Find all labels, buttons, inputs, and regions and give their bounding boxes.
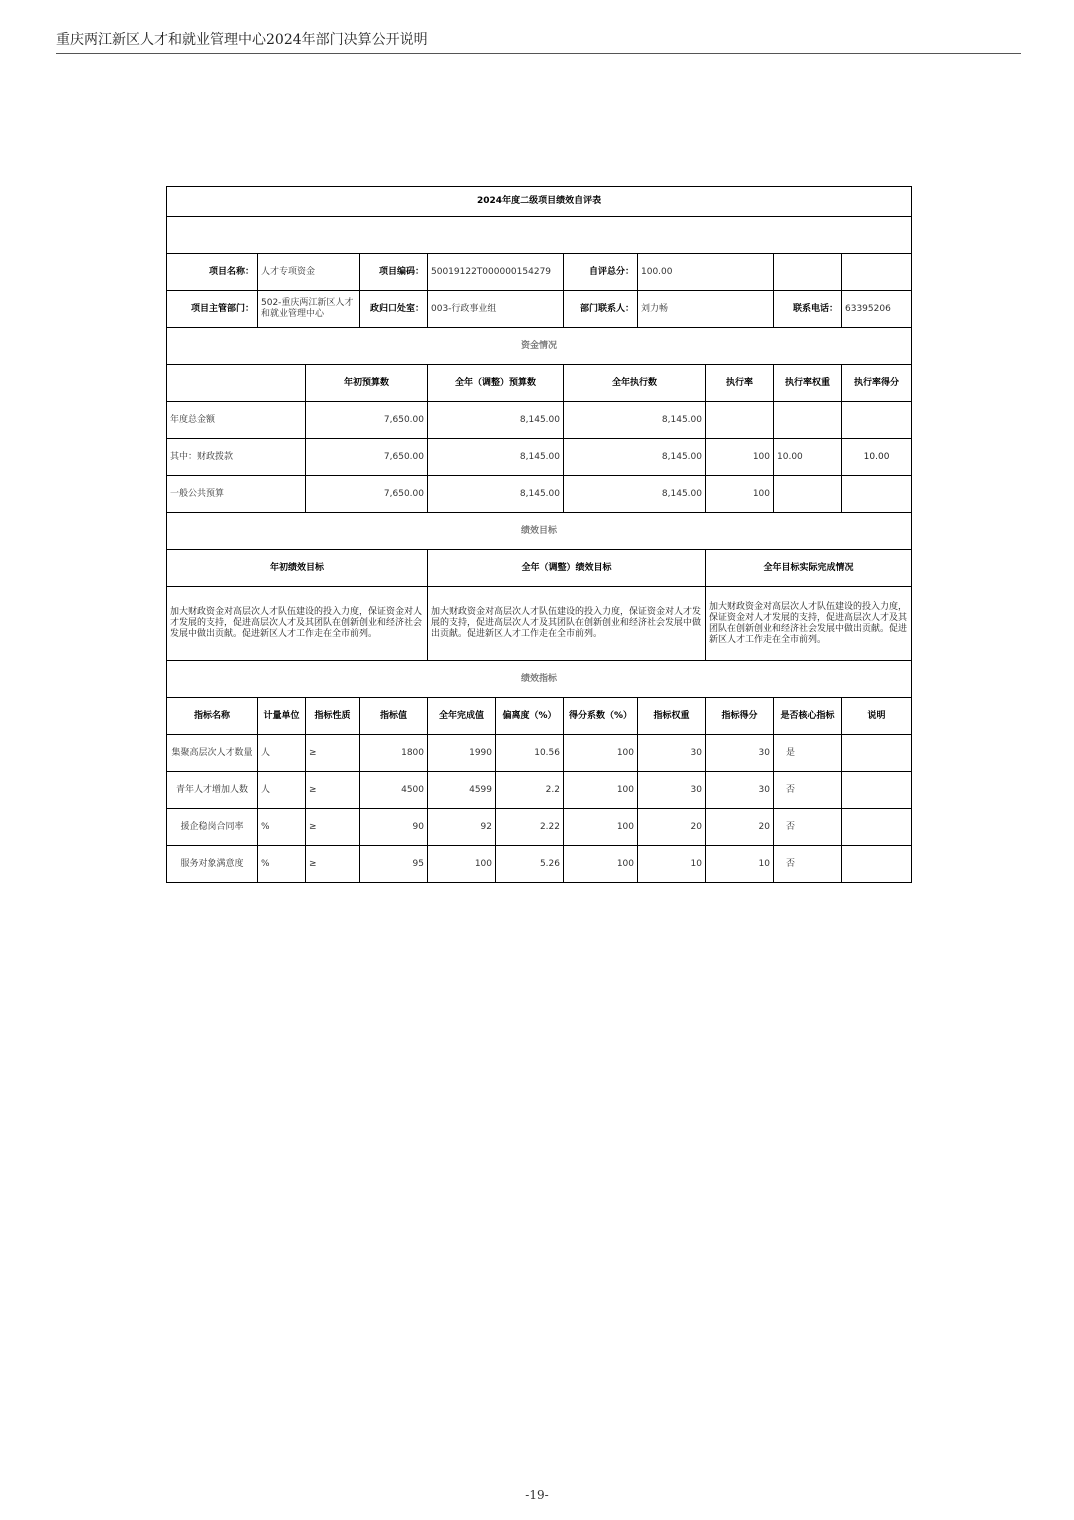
funds-header-row [167,365,912,402]
indicator-actual: 4599 [428,772,496,809]
indicator-nature: ≥ [306,772,360,809]
indicator-note [842,846,912,883]
funds-executed: 8,145.00 [564,476,706,513]
project-code-label: 项目编码： [360,254,428,291]
indicator-name: 服务对象满意度 [167,846,258,883]
phone-label: 联系电话： [774,291,842,328]
empty-cell [774,254,842,291]
funds-row [167,402,912,439]
funds-weight [774,402,842,439]
blank-row [167,217,912,254]
indicator-note [842,772,912,809]
self-score-label: 自评总分： [564,254,638,291]
indicator-target: 4500 [360,772,428,809]
indicator-actual: 92 [428,809,496,846]
funds-section-title: 资金情况 [167,328,912,365]
funds-score: 10.00 [842,439,912,476]
contact-label: 部门联系人： [564,291,638,328]
funds-weight [774,476,842,513]
indicator-core: 否 [774,846,842,883]
indicator-score: 10 [706,846,774,883]
project-name-label: 项目名称： [167,254,258,291]
funds-header-rate: 执行率 [706,365,774,402]
ind-header-note: 说明 [842,698,912,735]
funds-header-weight: 执行率权重 [774,365,842,402]
page-number: -19- [525,1488,549,1502]
funds-header-score: 执行率得分 [842,365,912,402]
funds-initial: 7,650.00 [306,476,428,513]
ind-header-name: 指标名称 [167,698,258,735]
funds-row [167,476,912,513]
funds-header-executed: 全年执行数 [564,365,706,402]
indicator-score: 30 [706,735,774,772]
project-info-row-1 [167,254,912,291]
funds-score [842,476,912,513]
funds-executed: 8,145.00 [564,439,706,476]
project-info-row-2 [167,291,912,328]
indicator-weight: 30 [638,772,706,809]
indicator-nature: ≥ [306,846,360,883]
performance-evaluation-table [166,186,912,883]
indicator-coef: 100 [564,846,638,883]
funds-weight: 10.00 [774,439,842,476]
ind-header-score: 指标得分 [706,698,774,735]
ind-header-unit: 计量单位 [258,698,306,735]
funds-row-name: 其中：财政拨款 [167,439,306,476]
dept-value: 502-重庆两江新区人才和就业管理中心 [258,291,360,328]
indicator-name: 集聚高层次人才数量 [167,735,258,772]
ind-header-weight: 指标权重 [638,698,706,735]
empty-cell [842,254,912,291]
indicator-deviation: 2.2 [496,772,564,809]
indicator-name: 青年人才增加人数 [167,772,258,809]
ind-header-target: 指标值 [360,698,428,735]
indicators-header-row [167,698,912,735]
indicator-nature: ≥ [306,735,360,772]
funds-row-name: 年度总金额 [167,402,306,439]
indicator-actual: 1990 [428,735,496,772]
goals-content-row [167,587,912,661]
indicator-note [842,735,912,772]
goals-header-initial: 年初绩效目标 [167,550,428,587]
funds-initial: 7,650.00 [306,402,428,439]
indicator-target: 95 [360,846,428,883]
funds-executed: 8,145.00 [564,402,706,439]
office-label: 政归口处室： [360,291,428,328]
contact-value: 刘力畅 [638,291,774,328]
indicator-weight: 10 [638,846,706,883]
goal-actual-text: 加大财政资金对高层次人才队伍建设的投入力度，保证资金对人才发展的支持，促进高层次人才及其团队在创新创业和经济社会发展中做出贡献。促进新区人才工作走在全市前列。 [706,587,912,661]
indicators-section-title: 绩效指标 [167,661,912,698]
indicator-unit: % [258,809,306,846]
ind-header-coef: 得分系数（%） [564,698,638,735]
indicator-row [167,772,912,809]
indicator-coef: 100 [564,735,638,772]
ind-header-nature: 指标性质 [306,698,360,735]
project-name-value: 人才专项资金 [258,254,360,291]
indicator-weight: 30 [638,735,706,772]
goal-initial-text: 加大财政资金对高层次人才队伍建设的投入力度，保证资金对人才发展的支持，促进高层次人才及其团队在创新创业和经济社会发展中做出贡献。促进新区人才工作走在全市前列。 [167,587,428,661]
indicator-deviation: 5.26 [496,846,564,883]
indicator-name: 援企稳岗合同率 [167,809,258,846]
indicator-core: 是 [774,735,842,772]
indicator-unit: 人 [258,735,306,772]
indicator-row [167,735,912,772]
indicator-deviation: 2.22 [496,809,564,846]
goals-header-actual: 全年目标实际完成情况 [706,550,912,587]
office-value: 003-行政事业组 [428,291,564,328]
funds-adjusted: 8,145.00 [428,402,564,439]
indicator-core: 否 [774,772,842,809]
funds-header-adjusted: 全年（调整）预算数 [428,365,564,402]
indicator-core: 否 [774,809,842,846]
indicator-note [842,809,912,846]
ind-header-core: 是否核心指标 [774,698,842,735]
indicator-target: 1800 [360,735,428,772]
dept-label: 项目主管部门： [167,291,258,328]
indicator-row [167,809,912,846]
indicator-deviation: 10.56 [496,735,564,772]
funds-rate: 100 [706,439,774,476]
header-rule [56,53,1021,54]
goals-header-row [167,550,912,587]
indicator-actual: 100 [428,846,496,883]
funds-row-name: 一般公共预算 [167,476,306,513]
indicator-row [167,846,912,883]
indicator-coef: 100 [564,772,638,809]
indicator-weight: 20 [638,809,706,846]
funds-rate: 100 [706,476,774,513]
self-score-value: 100.00 [638,254,774,291]
indicator-nature: ≥ [306,809,360,846]
project-code-value: 50019122T000000154279 [428,254,564,291]
funds-header-initial: 年初预算数 [306,365,428,402]
ind-header-deviation: 偏离度（%） [496,698,564,735]
funds-initial: 7,650.00 [306,439,428,476]
funds-adjusted: 8,145.00 [428,476,564,513]
indicator-unit: % [258,846,306,883]
goals-section-title: 绩效目标 [167,513,912,550]
phone-value: 63395206 [842,291,912,328]
funds-row [167,439,912,476]
indicator-score: 30 [706,772,774,809]
indicator-target: 90 [360,809,428,846]
funds-header-blank [167,365,306,402]
funds-adjusted: 8,145.00 [428,439,564,476]
page-header: 重庆两江新区人才和就业管理中心2024年部门决算公开说明 [56,32,428,48]
indicator-coef: 100 [564,809,638,846]
table-title: 2024年度二级项目绩效自评表 [167,187,912,217]
funds-rate [706,402,774,439]
indicator-score: 20 [706,809,774,846]
indicator-unit: 人 [258,772,306,809]
goals-header-adjusted: 全年（调整）绩效目标 [428,550,706,587]
ind-header-actual: 全年完成值 [428,698,496,735]
goal-adjusted-text: 加大财政资金对高层次人才队伍建设的投入力度，保证资金对人才发展的支持，促进高层次人才及其团队在创新创业和经济社会发展中做出贡献。促进新区人才工作走在全市前列。 [428,587,706,661]
funds-score [842,402,912,439]
